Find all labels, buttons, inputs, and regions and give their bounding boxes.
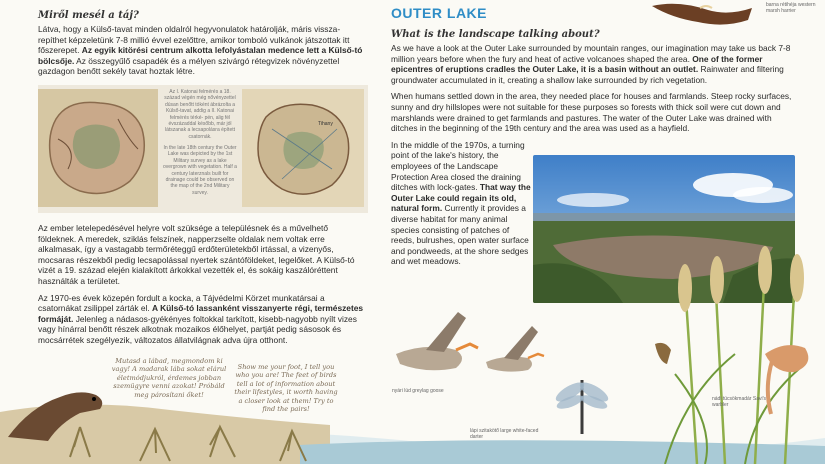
left-paragraph-3: Az 1970-es évek közepén fordult a kocka, a Tájvédelmi Körzet munkatársai a csatornákat zsilippel zárták el. A Külső-tó lassanként visszanyerte régi, természetes formáját. Jelenleg a nádasos-gyékényes foltokkal tarkított, kisebb-nagyobb nyílt vizes vagy hínárral benőtt részek alkotnak mozaikos élőhelyet, partját pedig sásosok és mocsárrétek szegélyezik, változatos állatvilágnak adva újra otthont. — [38, 292, 364, 345]
reeds-illustration — [645, 244, 825, 464]
bird-feet-illustrations — [60, 417, 340, 464]
goose-label: nyári lúd greylag goose — [392, 388, 444, 394]
harrier-label: barna rétihéja western marsh harrier — [766, 2, 816, 14]
right-paragraph-3: In the middle of the 1970s, a turning point of the lake's history, the employees of the Landscape Protection Area closed the draining ditches with lock-gates. That way the Outer Lake could regain its old, natural form. Currently it provides a diverse habitat for many animal species consisting of patches of reeds, bulrushes, open water surface and pondweeds, at the shore sedges and wet meadows. — [391, 139, 531, 267]
right-paragraph-3-wrap — [391, 140, 531, 267]
map-caption-en: In the late 18th century the Outer Lake was depicted by the 1st Military survey as a lake overgrown with vegetation. Half a century laterznals built for drainage could be observed on the map of the 2nd Military survey. — [163, 144, 237, 196]
speech-hu: Mutasd a lábad, megmondom ki vagy! A madarak lába sokat elárul életmódjukról, érdemes jobban szemügyre venni azokat! Próbáld meg párosítani őket! — [111, 357, 227, 399]
map-place-label: Tihany — [318, 120, 333, 127]
bottom-left-scene — [0, 355, 390, 464]
map-caption-hu: Az I. Katonai felmérés a 18. század végén még nővényzettel dúsan benőtt tóként ábrázolta a Külső-tavat, addig a II. Katonai felmérés térké- pén, alig fél évszázaddal később, már jól látszanak a lecsapolásra épített csatornák. — [164, 88, 236, 140]
outer-lake-title: OUTER LAKE — [391, 5, 487, 21]
darter-label: lápi szitakötő large white-faced darter — [470, 428, 539, 440]
left-column — [38, 8, 368, 352]
warbler-label: nádi tücsökmadár Savi's warbler — [712, 396, 767, 408]
map-first-survey — [38, 89, 158, 207]
right-paragraph-1: As we have a look at the Outer Lake surrounded by mountain ranges, our imagination may take us back 7-8 million years before when the fury and heat of active volcanoes shaped the area. One of the former epicentres of eruptions cradles the Outer Lake, it is a basin without an outlet. Rainwater and filtering groundwater accumulated in it, creating a shallow lake surrounded by rich vegetation. — [391, 43, 791, 85]
harrier-illustration — [648, 0, 758, 30]
right-heading: What is the landscape talking about? — [391, 29, 600, 40]
dragonfly-illustration — [552, 370, 612, 440]
left-paragraph-1: Látva, hogy a Külső-tavat minden oldalról hegyvonulatok határolják, máris vissza- repíthet képzeletünk 7-8 millió évvel ezelőttre, amikor tomboló vulkánok játszottak itt főszerepet. Az egyik kitörési centrum alkotta lefolyástalan medence lett a Külső-tó bölcsője. Az összegyűlő csapadék és a mélyen szivárgó rétegvizek növényzettel gazdagon benőtt sekély tavat hoztak létre. — [38, 24, 363, 77]
map-second-survey — [242, 89, 364, 207]
left-heading: Miről mesél a táj? — [38, 10, 139, 21]
map-1-drawing — [38, 89, 158, 207]
greylag-geese-illustration — [386, 302, 556, 382]
right-column — [391, 5, 796, 273]
right-paragraph-2: When humans settled down in the area, they needed place for houses and farmlands. Steep rocky surfaces, sunny and dry hillslopes were not suitable for these purposes so forests with thick soil were cut down and marshlands were drained to get farmlands and pastures. The water of the Outer Lake was drained with ditches in the beginning of the 19th century and the area was used as a hayfield. — [391, 91, 792, 134]
map-2-drawing — [242, 89, 364, 207]
left-paragraph-2: Az ember letelepedésével helyre volt szüksége a településnek és a művelhető földeknek. A meredek, sziklás felszínek, napperzselte oldalak nem voltak erre alkalmasak, így a vastagabb termőréteggű erdőterületekből irtással, a vizenyős, mocsaras részekből pedig lecsapolással nyertek szántóföldeket, legelőket. A Külső-tó vizét a 19. század elején kialakított árkokkal vezették el, és sokáig kaszálóréttent használták a területet. — [38, 222, 355, 286]
speech-en: Show me your foot, I tell you who you are! The feet of birds tell a lot of information about their lifestyles, it worth having a closer look at them! Try to find the pairs! — [234, 363, 338, 414]
historic-maps — [38, 85, 368, 213]
